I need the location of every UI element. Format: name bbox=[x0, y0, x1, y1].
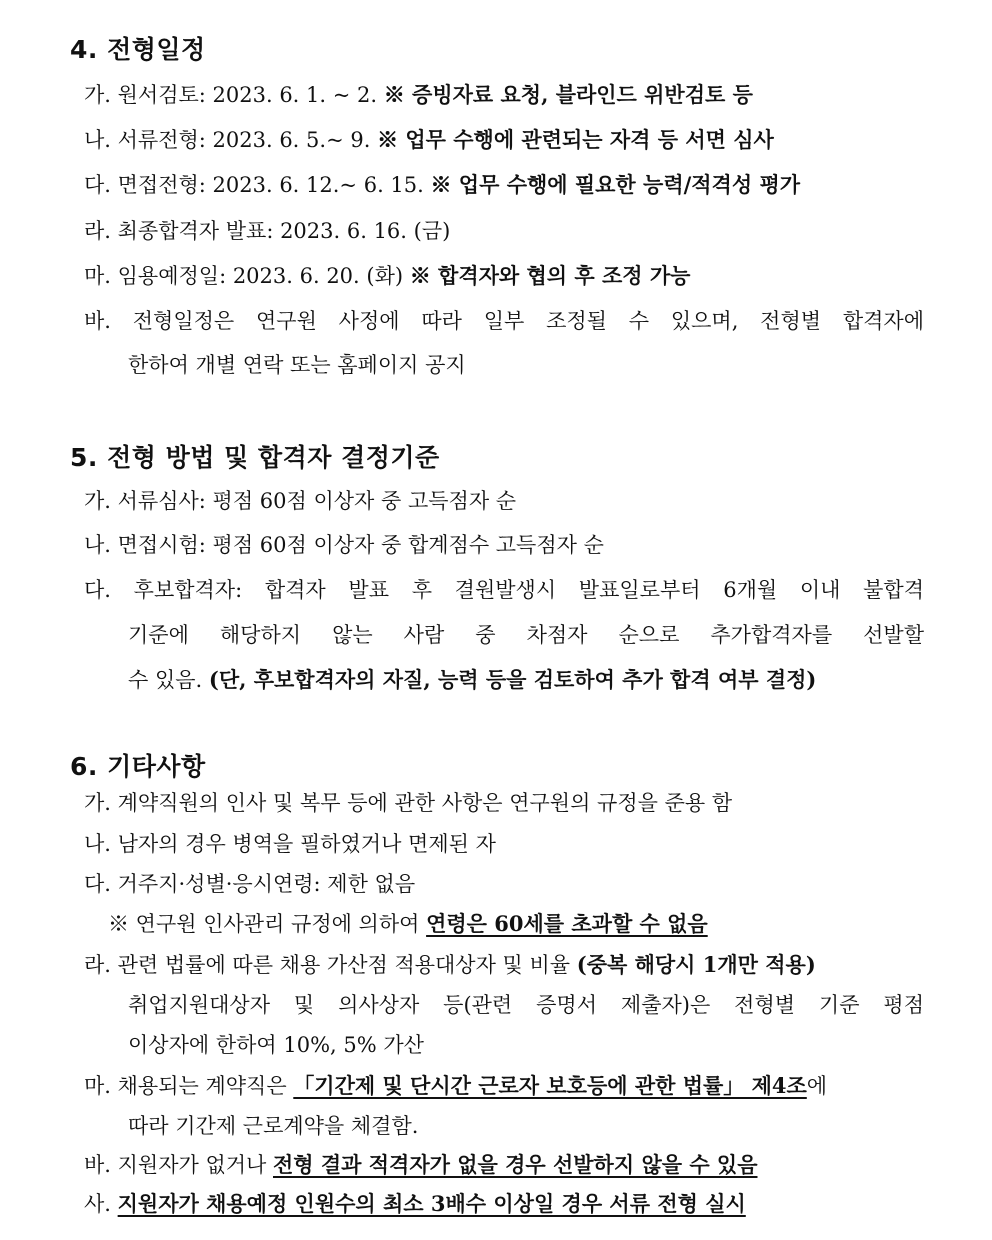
misc-item-ra-cont1: 취업지원대상자 및 의사상자 등(관련 증명서 제출자)은 전형별 기준 평점 bbox=[128, 993, 924, 1017]
schedule-item-na: 나. 서류전형: 2023. 6. 5.~ 9. ※ 업무 수행에 관련되는 자격 등 서면 심사 bbox=[84, 127, 774, 152]
method-item-na: 나. 면접시험: 평점 60점 이상자 중 합계점수 고득점자 순 bbox=[84, 533, 604, 557]
misc-item-da-note: ※ 연구원 인사관리 규정에 의하여 연령은 60세를 초과할 수 없음 bbox=[108, 911, 708, 936]
schedule-item-ra: 라. 최종합격자 발표: 2023. 6. 16. (금) bbox=[84, 219, 451, 243]
schedule-item-ga: 가. 원서검토: 2023. 6. 1. ~ 2. ※ 증빙자료 요청, 블라인드 위반검토 등 bbox=[84, 82, 753, 107]
schedule-item-ba-cont: 한하여 개별 연락 또는 홈페이지 공지 bbox=[128, 353, 466, 377]
method-item-da: 다. 후보합격자: 합격자 발표 후 결원발생시 발표일로부터 6개월 이내 불합격 bbox=[84, 578, 924, 602]
schedule-item-ba: 바. 전형일정은 연구원 사정에 따라 일부 조정될 수 있으며, 전형별 합격자에 bbox=[84, 309, 924, 333]
misc-item-sa: 사. 지원자가 채용예정 인원수의 최소 3배수 이상일 경우 서류 전형 실시 bbox=[84, 1191, 746, 1216]
misc-item-ra: 라. 관련 법률에 따른 채용 가산점 적용대상자 및 비율 (중복 해당시 1개만 적용) bbox=[84, 952, 816, 977]
method-item-da-cont1: 기준에 해당하지 않는 사람 중 차점자 순으로 추가합격자를 선발할 bbox=[128, 623, 924, 647]
misc-item-da: 다. 거주지·성별·응시연령: 제한 없음 bbox=[84, 872, 416, 896]
misc-item-ba: 바. 지원자가 없거나 전형 결과 적격자가 없을 경우 선발하지 않을 수 있음 bbox=[84, 1152, 758, 1177]
method-item-da-cont2: 수 있음. (단, 후보합격자의 자질, 능력 등을 검토하여 추가 합격 여부 결정) bbox=[128, 667, 817, 692]
schedule-item-da: 다. 면접전형: 2023. 6. 12.~ 6. 15. ※ 업무 수행에 필요한 능력/적격성 평가 bbox=[84, 172, 801, 197]
schedule-item-ma: 마. 임용예정일: 2023. 6. 20. (화) ※ 합격자와 협의 후 조정 가능 bbox=[84, 263, 691, 288]
misc-item-ra-cont2: 이상자에 한하여 10%, 5% 가산 bbox=[128, 1033, 424, 1057]
misc-item-ma: 마. 채용되는 계약직은 「기간제 및 단시간 근로자 보호등에 관한 법률」 제4조에 bbox=[84, 1073, 828, 1098]
section-title-schedule: 4. 전형일정 bbox=[70, 35, 206, 64]
misc-item-ga: 가. 계약직원의 인사 및 복무 등에 관한 사항은 연구원의 규정을 준용 함 bbox=[84, 791, 733, 815]
section-title-misc: 6. 기타사항 bbox=[70, 752, 206, 781]
section-title-selection-method: 5. 전형 방법 및 합격자 결정기준 bbox=[70, 443, 440, 472]
misc-item-ma-cont: 따라 기간제 근로계약을 체결함. bbox=[128, 1114, 419, 1138]
misc-item-na: 나. 남자의 경우 병역을 필하였거나 면제된 자 bbox=[84, 832, 496, 856]
method-item-ga: 가. 서류심사: 평점 60점 이상자 중 고득점자 순 bbox=[84, 489, 517, 513]
